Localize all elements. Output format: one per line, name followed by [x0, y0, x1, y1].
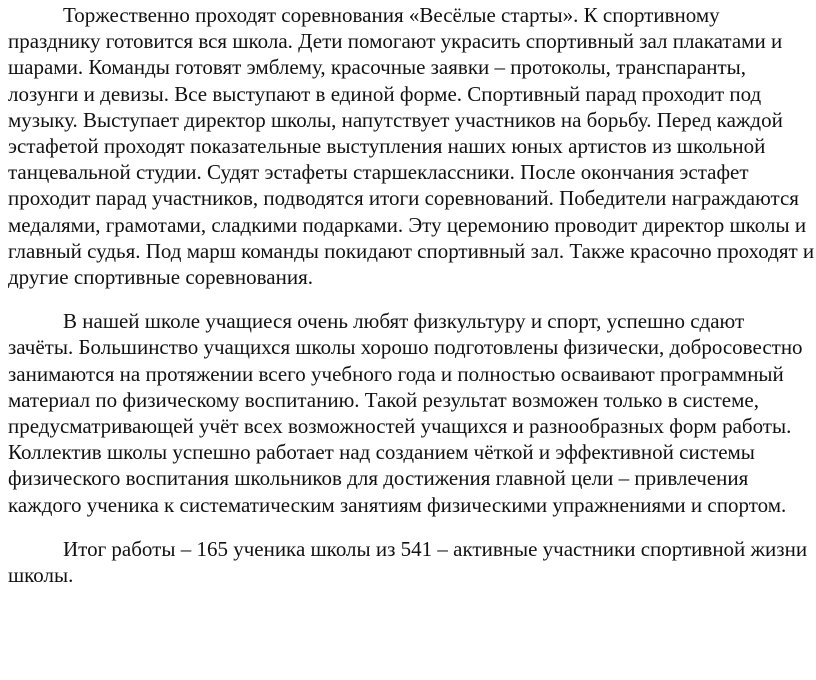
- text-line: занимаются на протяжении всего учебного года и полностью осваивают программный: [8, 361, 784, 386]
- text-line: главный судья. Под марш команды покидают спортивный зал. Также красочно проходят и: [8, 238, 815, 263]
- text-line: каждого ученика к систематическим занятиям физическими упражнениями и спортом.: [8, 492, 787, 517]
- text-line: шарами. Команды готовят эмблему, красочные заявки – протоколы, транспаранты,: [8, 55, 747, 80]
- text-line: танцевальной студии. Судят эстафеты старшеклассники. После окончания эстафет: [8, 160, 749, 185]
- text-line: лозунги и девизы. Все выступают в единой форме. Спортивный парад проходит под: [8, 81, 762, 106]
- paragraph-sports-events: [8, 2, 815, 290]
- text-line: В нашей школе учащиеся очень любят физкультуру и спорт, успешно сдают: [63, 309, 745, 334]
- text-line: Торжественно проходят соревнования «Весёлые старты». К спортивному: [63, 3, 720, 27]
- text-line: Итог работы – 165 ученика школы из 541 – активные участники спортивной жизни: [63, 536, 808, 561]
- text-line: предусматривающей учёт всех возможностей учащихся и разнообразных форм работы.: [8, 414, 792, 439]
- text-line: другие спортивные соревнования.: [8, 265, 314, 290]
- paragraph-result-summary: [8, 536, 808, 588]
- text-line: музыку. Выступает директор школы, напутствует участников на борьбу. Перед каждой: [8, 107, 783, 132]
- text-line: материал по физическому воспитанию. Такой результат возможен только в системе,: [8, 387, 759, 412]
- text-line: эстафетой проходят показательные выступления наших юных артистов из школьной: [8, 134, 766, 159]
- text-line: Коллектив школы успешно работает над созданием чёткой и эффективной системы: [8, 440, 755, 465]
- text-line: зачёты. Большинство учащихся школы хорошо подготовлены физически, добросовестно: [8, 335, 803, 360]
- text-line: празднику готовится вся школа. Дети помогают украсить спортивный зал плакатами и: [8, 29, 783, 54]
- text-line: медалями, грамотами, сладкими подарками. Эту церемонию проводит директор школы и: [8, 212, 807, 237]
- text-line: проходит парад участников, подводятся итоги соревнований. Победители награждаются: [8, 186, 799, 211]
- paragraph-physical-education: [8, 308, 808, 518]
- text-line: физического воспитания школьников для достижения главной цели – привлечения: [8, 466, 749, 491]
- text-line: школы.: [8, 563, 74, 588]
